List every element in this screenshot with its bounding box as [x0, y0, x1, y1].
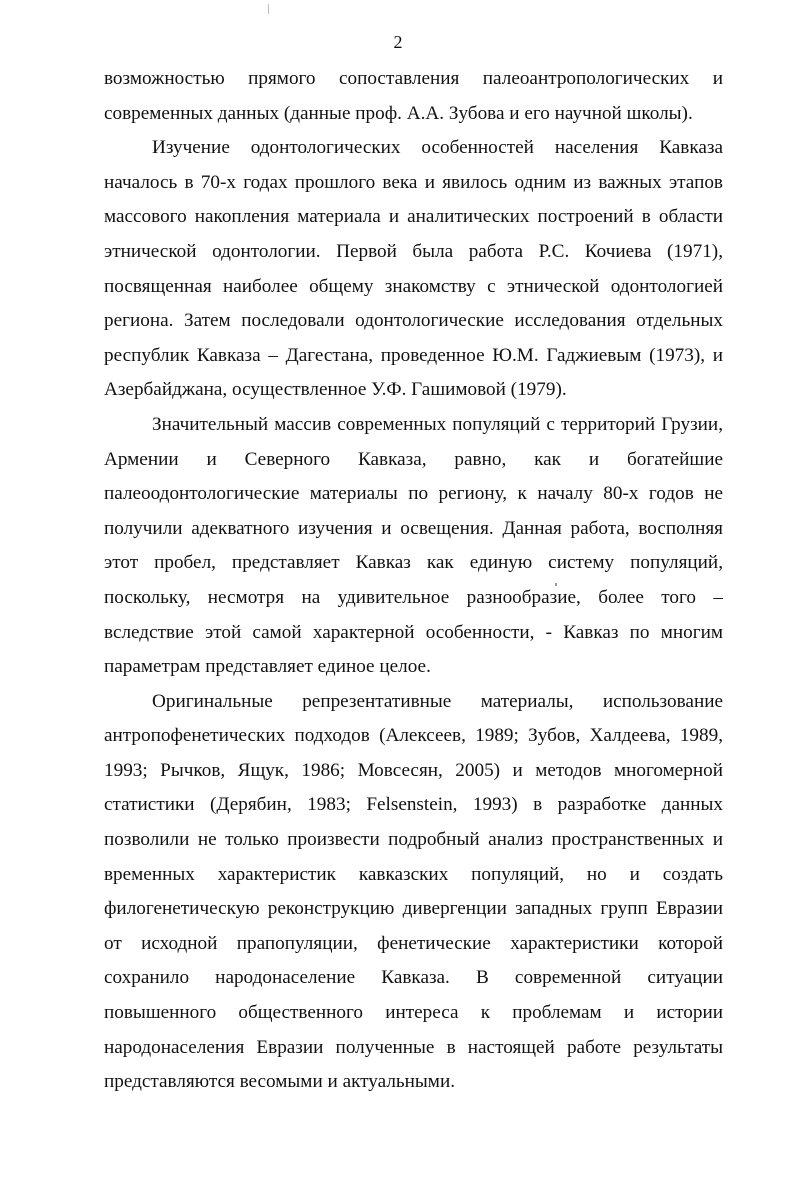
- text-line: статистики (Дерябин, 1983; Felsenstein, 1993) в разработке данных: [104, 794, 723, 816]
- text-body: [104, 62, 723, 1100]
- page-number: 2: [393, 32, 403, 52]
- text-line: региона. Затем последовали одонтологические исследования отдельных: [104, 310, 723, 332]
- text-line: палеоодонтологические материалы по региону, к началу 80-х годов не: [104, 483, 723, 505]
- text-line: Азербайджана, осуществленное У.Ф. Гашимовой (1979).: [104, 379, 567, 401]
- paragraph-2: [104, 131, 723, 408]
- text-line: этнической одонтологии. Первой была работа Р.С. Кочиева (1971),: [104, 240, 723, 262]
- text-line: Значительный массив современных популяций с территорий Грузии,: [152, 413, 723, 435]
- text-line: поскольку, несмотря на удивительное разнообразие, более того –: [104, 586, 723, 608]
- text-line: повышенного общественного интереса к проблемам и истории: [104, 1002, 723, 1024]
- text-line: от исходной прапопуляции, фенетические характеристики которой: [104, 932, 723, 954]
- paragraph-1: [104, 62, 723, 131]
- text-line: антропофенетических подходов (Алексеев, 1989; Зубов, Халдеева, 1989,: [104, 725, 723, 747]
- text-line: Изучение одонтологических особенностей населения Кавказа: [152, 137, 723, 159]
- text-line: современных данных (данные проф. А.А. Зубова и его научной школы).: [104, 102, 693, 124]
- text-line: временных характеристик кавказских популяций, но и создать: [104, 863, 723, 885]
- text-line: республик Кавказа – Дагестана, проведенное Ю.М. Гаджиевым (1973), и: [104, 344, 723, 366]
- paragraph-4: [104, 685, 723, 1100]
- text-line: посвященная наиболее общему знакомству с этнической одонтологией: [104, 275, 723, 297]
- text-line: параметрам представляет единое целое.: [104, 656, 431, 678]
- text-line: этот пробел, представляет Кавказ как единую систему популяций,: [104, 552, 723, 574]
- scan-mark: [268, 4, 269, 14]
- text-line: Оригинальные репрезентативные материалы, использование: [152, 690, 723, 712]
- text-line: вследствие этой самой характерной особенности, - Кавказ по многим: [104, 621, 723, 643]
- text-line: 1993; Рычков, Ящук, 1986; Мовсесян, 2005) и методов многомерной: [104, 759, 723, 781]
- paragraph-3: [104, 408, 723, 685]
- text-line: представляются весомыми и актуальными.: [104, 1071, 456, 1093]
- text-line: филогенетическую реконструкцию дивергенции западных групп Евразии: [104, 898, 723, 920]
- text-line: началось в 70-х годах прошлого века и явилось одним из важных этапов: [104, 171, 723, 193]
- text-line: сохранило народонаселение Кавказа. В современной ситуации: [104, 967, 723, 989]
- text-line: позволили не только произвести подробный анализ пространственных и: [104, 829, 723, 851]
- text-line: возможностью прямого сопоставления палеоантропологических и: [104, 68, 723, 89]
- text-line: получили адекватного изучения и освещения. Данная работа, восполняя: [104, 517, 723, 539]
- text-line: народонаселения Евразии полученные в настоящей работе результаты: [104, 1036, 723, 1058]
- text-line: Армении и Северного Кавказа, равно, как и богатейшие: [104, 448, 723, 470]
- text-line: массового накопления материала и аналитических построений в области: [104, 206, 723, 228]
